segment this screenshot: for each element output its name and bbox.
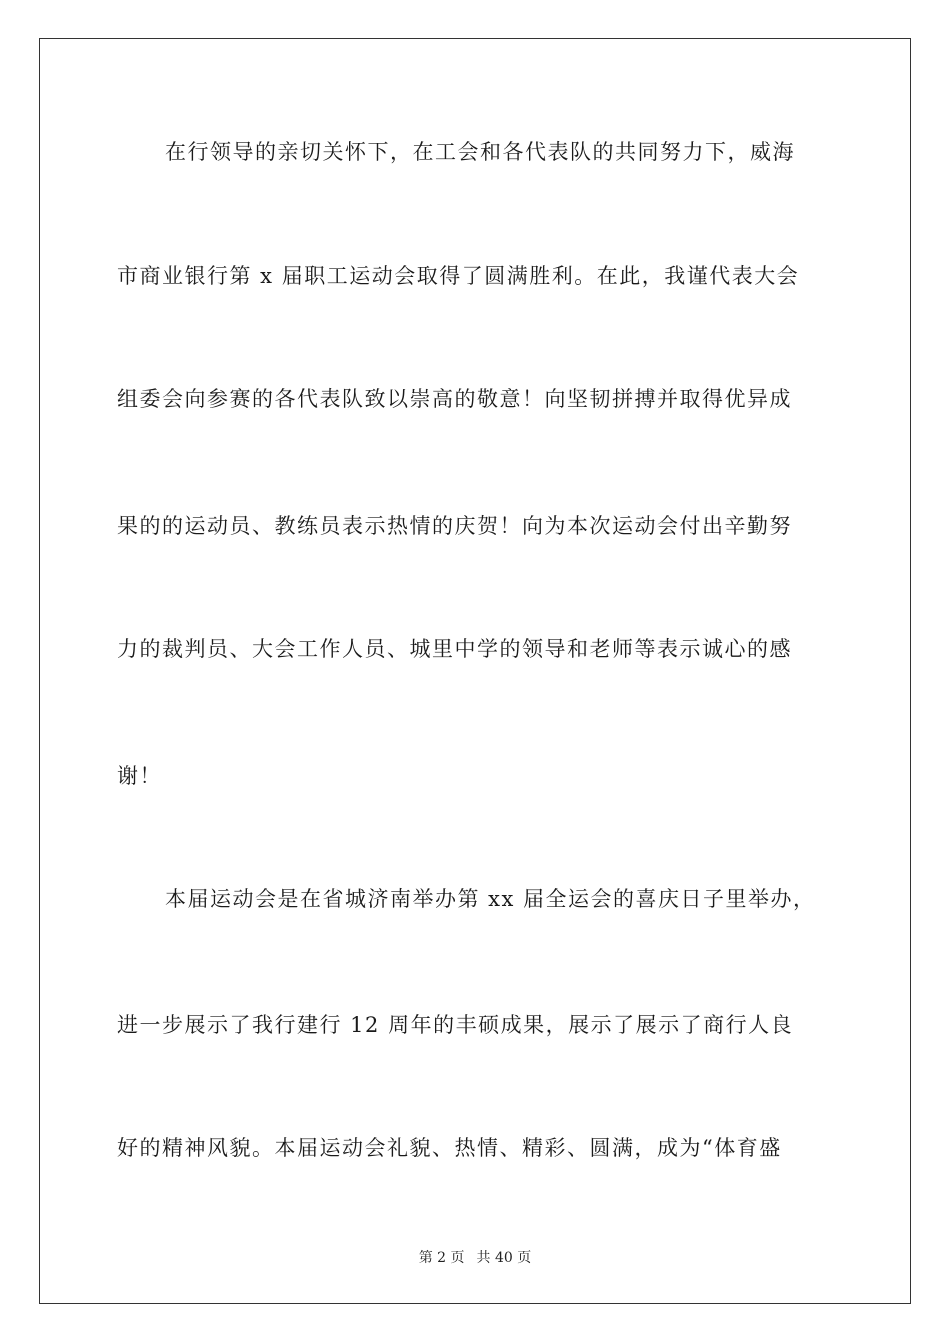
page-footer [0, 1249, 950, 1267]
page-total: 共 40 页 [476, 1250, 532, 1266]
paragraph-line: 力的裁判员、大会工作人员、城里中学的领导和老师等表示诚心的感 [117, 637, 792, 661]
paragraph-line: 市商业银行第 x 届职工运动会取得了圆满胜利。在此，我谨代表大会 [117, 264, 800, 288]
page-number: 第 2 页 [418, 1250, 465, 1266]
paragraph-line: 组委会向参赛的各代表队致以崇高的敬意！向坚韧拼搏并取得优异成 [117, 387, 792, 411]
paragraph-line: 好的精神风貌。本届运动会礼貌、热情、精彩、圆满，成为“体育盛 [117, 1136, 782, 1160]
paragraph-line: 进一步展示了我行建行 12 周年的丰硕成果，展示了展示了商行人良 [117, 1013, 794, 1037]
paragraph-line: 本届运动会是在省城济南举办第 xx 届全运会的喜庆日子里举办， [165, 887, 816, 911]
paragraph-line: 谢！ [117, 764, 162, 788]
paragraph-line: 在行领导的亲切关怀下，在工会和各代表队的共同努力下，威海 [165, 140, 795, 164]
page-frame [39, 38, 911, 1304]
paragraph-line: 果的的运动员、教练员表示热情的庆贺！向为本次运动会付出辛勤努 [117, 514, 792, 538]
